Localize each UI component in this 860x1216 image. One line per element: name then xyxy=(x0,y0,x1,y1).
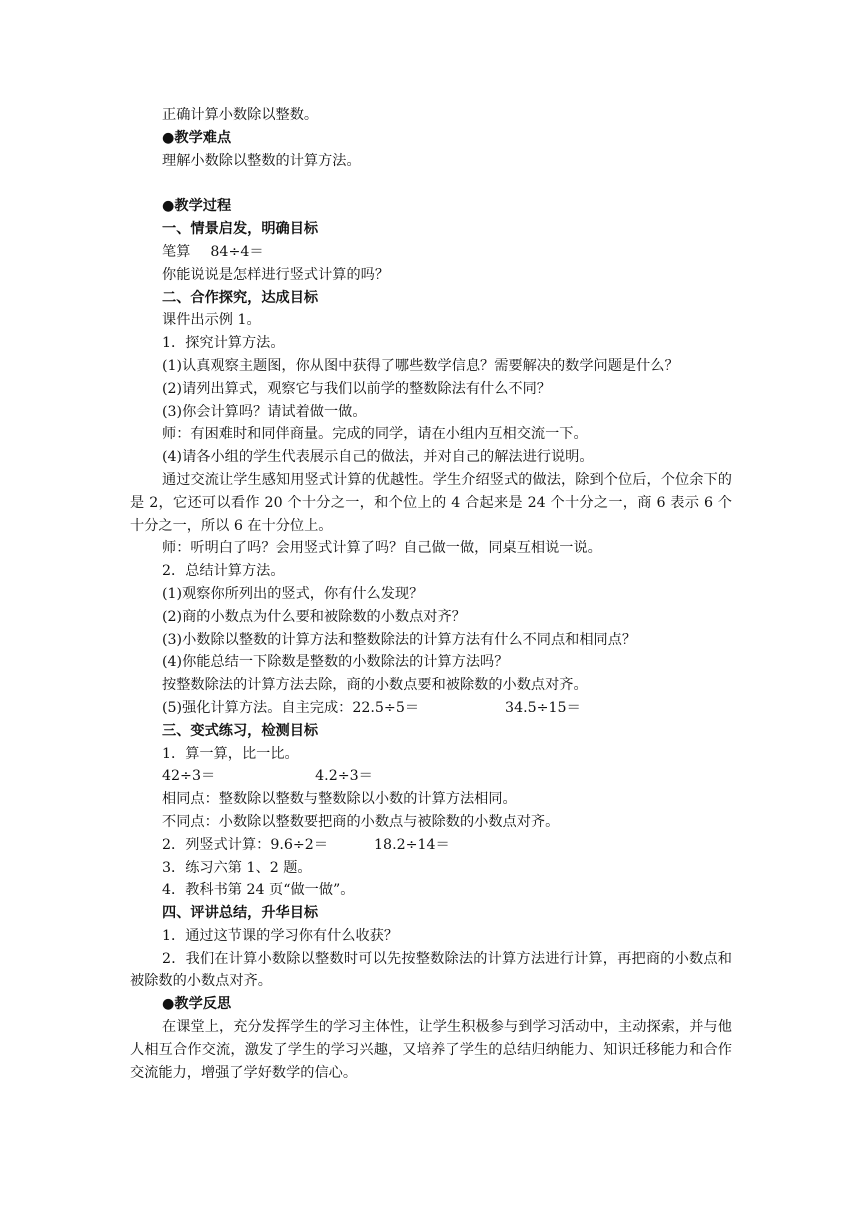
step-1-q1: (1)认真观察主题图，你从图中获得了哪些数学信息？需要解决的数学问题是什么？ xyxy=(162,357,679,374)
exercise-1-expr-1: 42÷3＝ xyxy=(162,768,216,785)
written-calc-expr: 84÷4＝ xyxy=(210,243,264,260)
spacer xyxy=(130,172,732,195)
heading-difficulty: ●教学难点 xyxy=(162,129,232,146)
objective-text: 正确计算小数除以整数。 xyxy=(162,107,319,123)
step-1-title: 1．探究计算方法。 xyxy=(162,335,285,352)
step-1-q4: (4)请各小组的学生代表展示自己的做法，并对自己的解法进行说明。 xyxy=(162,449,594,466)
step-2-q2: (2)商的小数点为什么要和被除数的小数点对齐？ xyxy=(162,608,466,625)
difference-text: 不同点：小数除以整数要把商的小数点与被除数的小数点对齐。 xyxy=(162,813,560,830)
step-1-q2: (2)请列出算式，观察它与我们以前学的整数除法有什么不同？ xyxy=(162,380,551,397)
step-1-q3: (3)你会计算吗？请试着做一做。 xyxy=(162,403,367,420)
section-3-title: 三、变式练习，检测目标 xyxy=(162,722,319,739)
similarity-text: 相同点：整数除以整数与整数除以小数的计算方法相同。 xyxy=(162,791,517,808)
exercise-3: 3．练习六第 1、2 题。 xyxy=(162,859,312,876)
exercise-2-expr-1: 2．列竖式计算：9.6÷2＝ xyxy=(162,836,329,853)
summary-q1: 1．通过这节课的学习你有什么收获？ xyxy=(162,927,399,944)
step-2-q4: (4)你能总结一下除数是整数的小数除法的计算方法吗？ xyxy=(162,654,509,671)
teacher-note-1: 师：有困难时和同伴商量。完成的同学，请在小组内互相交流一下。 xyxy=(162,426,588,443)
document-page xyxy=(130,104,732,1084)
written-calc-label: 笔算 xyxy=(162,243,191,260)
exercise-1-expr-2: 4.2÷3＝ xyxy=(315,768,373,785)
difficulty-text: 理解小数除以整数的计算方法。 xyxy=(162,152,361,169)
section-4-title: 四、评讲总结，升华目标 xyxy=(162,905,319,922)
example-text: 课件出示例 1。 xyxy=(162,312,261,329)
section-1-title: 一、情景启发，明确目标 xyxy=(162,221,319,238)
section-2-title: 二、合作探究，达成目标 xyxy=(162,289,319,306)
step-2-q1: (1)观察你所列出的竖式，你有什么发现？ xyxy=(162,585,424,602)
summary-paragraph: 2．我们在计算小数除以整数时可以先按整数除法的计算方法进行计算，再把商的小数点和被除数的小数点对齐。 xyxy=(130,950,732,990)
explanation-paragraph: 通过交流让学生感知用竖式计算的优越性。学生介绍竖式的做法，除到个位后，个位余下的是 2，它还可以看作 20 个十分之一，和个位上的 4 合起来是 24 个十分之一，商 6 表示 6 个十分之一，所以 6 在十分位上。 xyxy=(130,471,732,534)
question-text: 你能说说是怎样进行竖式计算的吗？ xyxy=(162,266,390,283)
method-summary: 按整数除法的计算方法去除，商的小数点要和被除数的小数点对齐。 xyxy=(162,677,588,694)
practice-expr-2: 34.5÷15＝ xyxy=(505,699,581,716)
exercise-2-expr-2: 18.2÷14＝ xyxy=(374,836,450,853)
practice-line xyxy=(130,697,732,720)
exercise-1-exprs xyxy=(130,765,732,788)
written-calc-line xyxy=(130,241,732,264)
practice-expr-1: (5)强化计算方法。自主完成：22.5÷5＝ xyxy=(162,699,420,716)
heading-process: ●教学过程 xyxy=(162,198,232,215)
reflection-paragraph: 在课堂上，充分发挥学生的学习主体性，让学生积极参与到学习活动中，主动探索，并与他人相互合作交流，激发了学生的学习兴趣，又培养了学生的总结归纳能力、知识迁移能力和合作交流能力，增强了学好数学的信心。 xyxy=(130,1019,732,1081)
heading-reflection: ●教学反思 xyxy=(162,996,232,1013)
exercise-4: 4．教科书第 24 页“做一做”。 xyxy=(162,882,355,899)
teacher-note-2: 师：听明白了吗？会用竖式计算了吗？自己做一做，同桌互相说一说。 xyxy=(162,540,602,557)
exercise-1-title: 1．算一算，比一比。 xyxy=(162,745,299,762)
step-2-title: 2．总结计算方法。 xyxy=(162,563,285,580)
exercise-2 xyxy=(130,834,732,857)
step-2-q3: (3)小数除以整数的计算方法和整数除法的计算方法有什么不同点和相同点？ xyxy=(162,631,637,648)
